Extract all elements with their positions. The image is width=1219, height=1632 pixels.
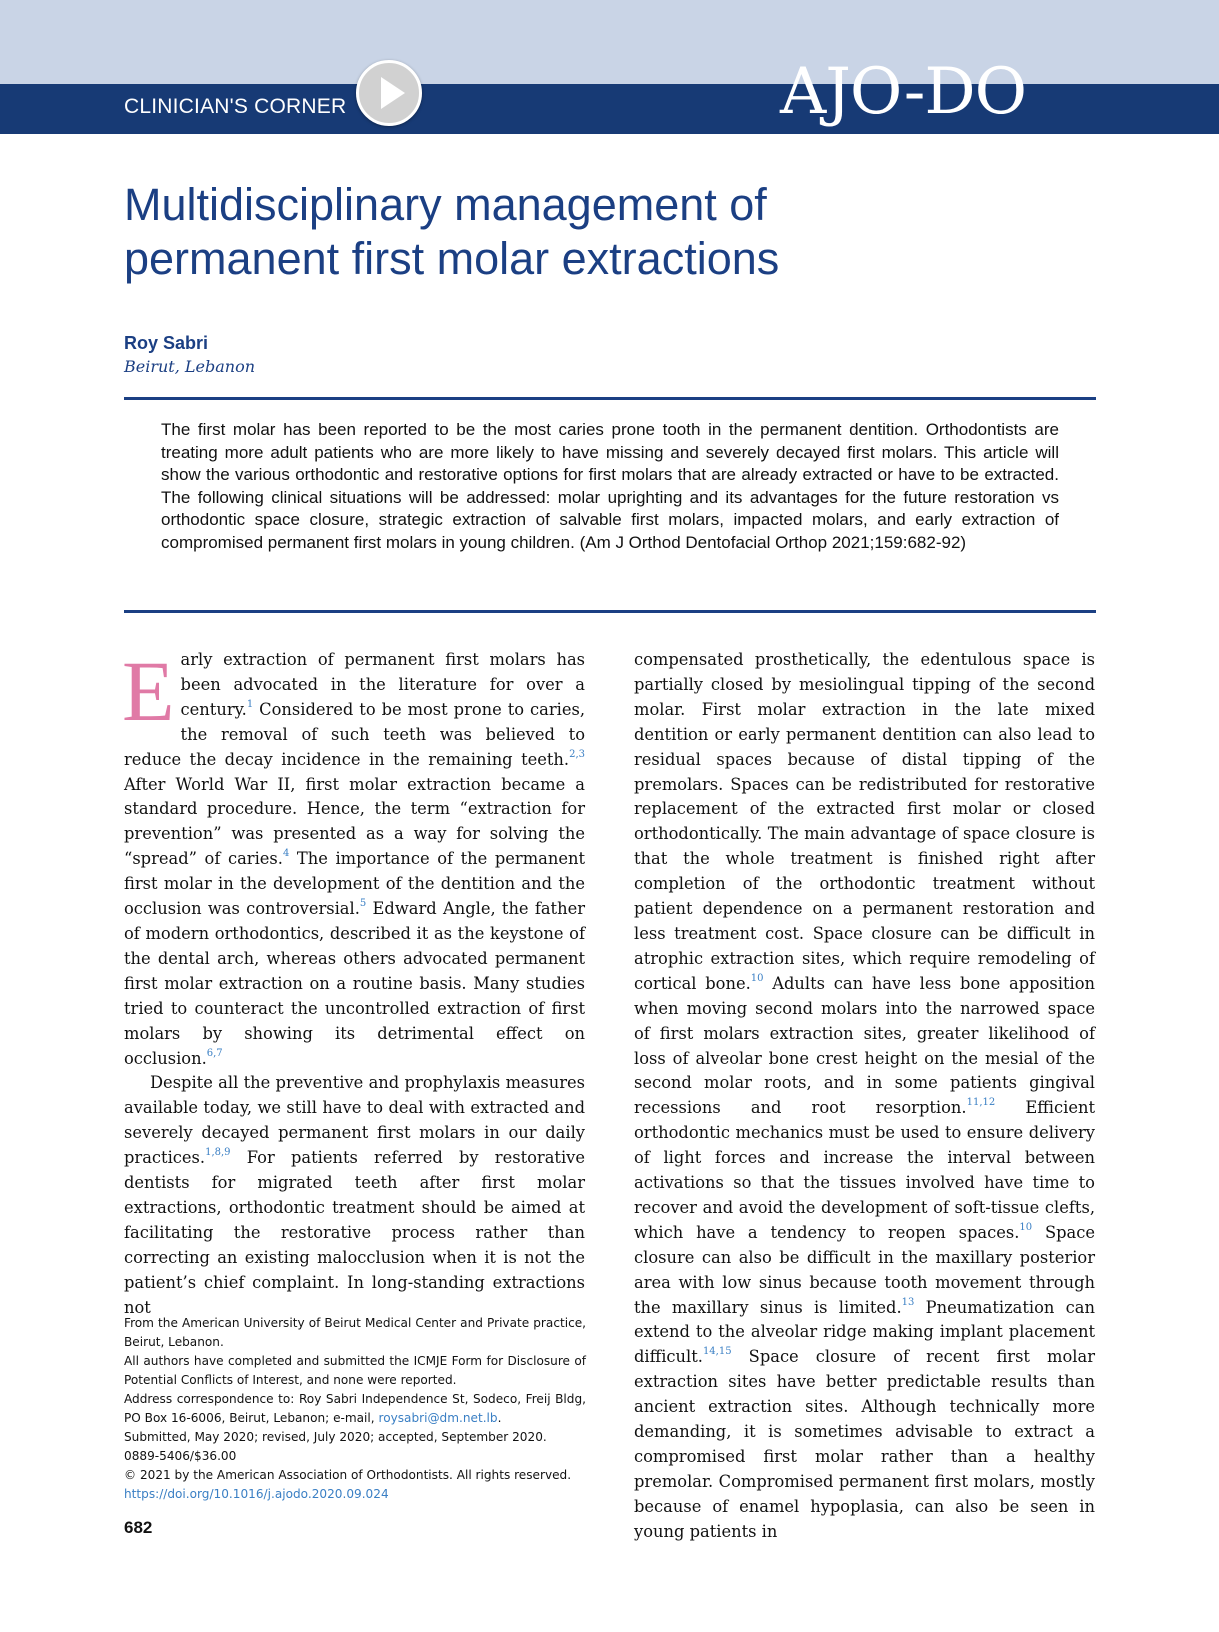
- abstract: The first molar has been reported to be the most caries prone tooth in the permanent dentition. Orthodontists are treating more adult patients who are more likely to have missing and severely decayed first molars. This article will show the various orthodontic and restorative options for first molars that are already extracted or have to be extracted. The following clinical situations will be addressed: molar uprighting and its advantages for the future restoration vs orthodontic space closure, strategic extraction of salvable first molars, impacted molars, and early extraction of compromised permanent first molars in young children. (Am J Orthod Dentofacial Orthop 2021;159:682-92): [161, 420, 1059, 552]
- reference-link[interactable]: 13: [901, 1296, 915, 1308]
- body-column-right: [634, 648, 1095, 1545]
- article-title: [124, 178, 1024, 286]
- article-footnotes: [124, 1314, 586, 1504]
- reference-link[interactable]: 5: [359, 898, 367, 910]
- reference-link[interactable]: 4: [282, 848, 290, 860]
- reference-link[interactable]: 10: [750, 972, 764, 984]
- email-link[interactable]: roysabri@dm.net.lb: [378, 1411, 498, 1425]
- journal-logo: AJO-DO: [780, 55, 1027, 129]
- footnote-issn: 0889-5406/$36.00: [124, 1449, 237, 1463]
- reference-link[interactable]: 1: [246, 698, 254, 710]
- reference-link[interactable]: 10: [1019, 1221, 1033, 1233]
- page-number: 682: [124, 1518, 153, 1537]
- reference-link[interactable]: 2,3: [569, 748, 585, 760]
- body-column-left: [122, 643, 585, 1320]
- abstract-top-rule: [124, 397, 1096, 400]
- footnote-affiliation: From the American University of Beirut Medical Center and Private practice, Beirut, Lebanon.: [124, 1316, 586, 1349]
- section-label: CLINICIAN'S CORNER: [124, 95, 347, 118]
- doi-link[interactable]: https://doi.org/10.1016/j.ajodo.2020.09.024: [124, 1487, 389, 1501]
- abstract-bottom-rule: [124, 610, 1096, 613]
- footnote-address: Address correspondence to: Roy Sabri Independence St, Sodeco, Freij Bldg, PO Box 16-6006, Beirut, Lebanon; e-mail, roysabri@dm.net.lb.: [124, 1392, 586, 1425]
- body-paragraph: Despite all the preventive and prophylaxis measures available today, we still have to deal with extracted and severely decayed permanent first molars in our daily practices.$^{1,8,9}$ For patients referred by restorative dentists for migrated teeth after first molar extractions, orthodontic treatment should be aimed at facilitating the restorative process rather than correcting an existing malocclusion when it is not the patient’s chief complaint. In long-standing extractions not: [124, 1073, 585, 1317]
- body-paragraph: compensated prosthetically, the edentulous space is partially closed by mesiolingual tipping of the second molar. First molar extraction in the late mixed dentition or early permanent dentition can also lead to residual spaces because of distal tipping of the premolars. Spaces can be redistributed for restorative replacement of the extracted first molar or closed orthodontically. The main advantage of space closure is that the whole treatment is finished right after completion of the orthodontic treatment without patient dependence on a permanent restoration and less treatment cost. Space closure can be difficult in atrophic extraction sites, which require remodeling of cortical bone.$^{10}$ Adults can have less bone apposition when moving second molars into the narrowed space of first molars extraction sites, greater likelihood of loss of alveolar bone crest height on the mesial of the second molar roots, and in some patients gingival recessions and root resorption.$^{11,12}$ Efficient orthodontic mechanics must be used to ensure delivery of light forces and increase the interval between activations so that the tissues involved have time to recover and avoid the development of soft-tissue clefts, which have a tendency to reopen spaces.$^{10}$ Space closure can also be difficult in the maxillary posterior area with low sinus because tooth movement through the maxillary sinus is limited.$^{13}$ Pneumatization can extend to the alveolar ridge making implant placement difficult.$^{14,15}$ Space closure of recent first molar extraction sites have better predictable results than ancient extraction sites. Although technically more demanding, it is sometimes advisable to extract a compromised first molar rather than a healthy premolar. Compromised permanent first molars, mostly because of enamel hypoplasia, can also be seen in young patients in: [634, 650, 1095, 1541]
- drop-cap: E: [122, 643, 175, 739]
- reference-link[interactable]: 1,8,9: [205, 1147, 231, 1159]
- header-top-band: [0, 0, 1219, 84]
- title-line-2: permanent first molar extractions: [124, 233, 780, 284]
- reference-link[interactable]: 14,15: [702, 1346, 732, 1358]
- play-icon: [359, 63, 419, 123]
- body-paragraph: Early extraction of permanent first molars has been advocated in the literature for over a century.$^1$ Considered to be most prone to caries, the removal of such teeth was believed to reduce the decay incidence in the remaining teeth.$^{2,3}$ After World War II, first molar extraction became a standard procedure. Hence, the term “extraction for prevention” was presented as a way for solving the “spread” of caries.$^4$ The importance of the permanent first molar in the development of the dentition and the occlusion was controversial.$^5$ Edward Angle, the father of modern orthodontics, described it as the keystone of the dental arch, whereas others advocated permanent first molar extraction on a routine basis. Many studies tried to counteract the uncontrolled extraction of first molars by showing its detrimental effect on occlusion.$^{6,7}$: [122, 643, 585, 1068]
- footnote-copyright: © 2021 by the American Association of Orthodontists. All rights reserved.: [124, 1468, 572, 1482]
- footnote-disclosure: All authors have completed and submitted the ICMJE Form for Disclosure of Potential Conflicts of Interest, and none were reported.: [124, 1354, 586, 1387]
- title-line-1: Multidisciplinary management of: [124, 179, 767, 230]
- play-video-button[interactable]: [356, 60, 422, 126]
- reference-link[interactable]: 11,12: [966, 1097, 996, 1109]
- footnote-dates: Submitted, May 2020; revised, July 2020; accepted, September 2020.: [124, 1430, 547, 1444]
- reference-link[interactable]: 6,7: [206, 1047, 223, 1059]
- author-location: Beirut, Lebanon: [124, 357, 256, 376]
- author-name: Roy Sabri: [124, 333, 209, 353]
